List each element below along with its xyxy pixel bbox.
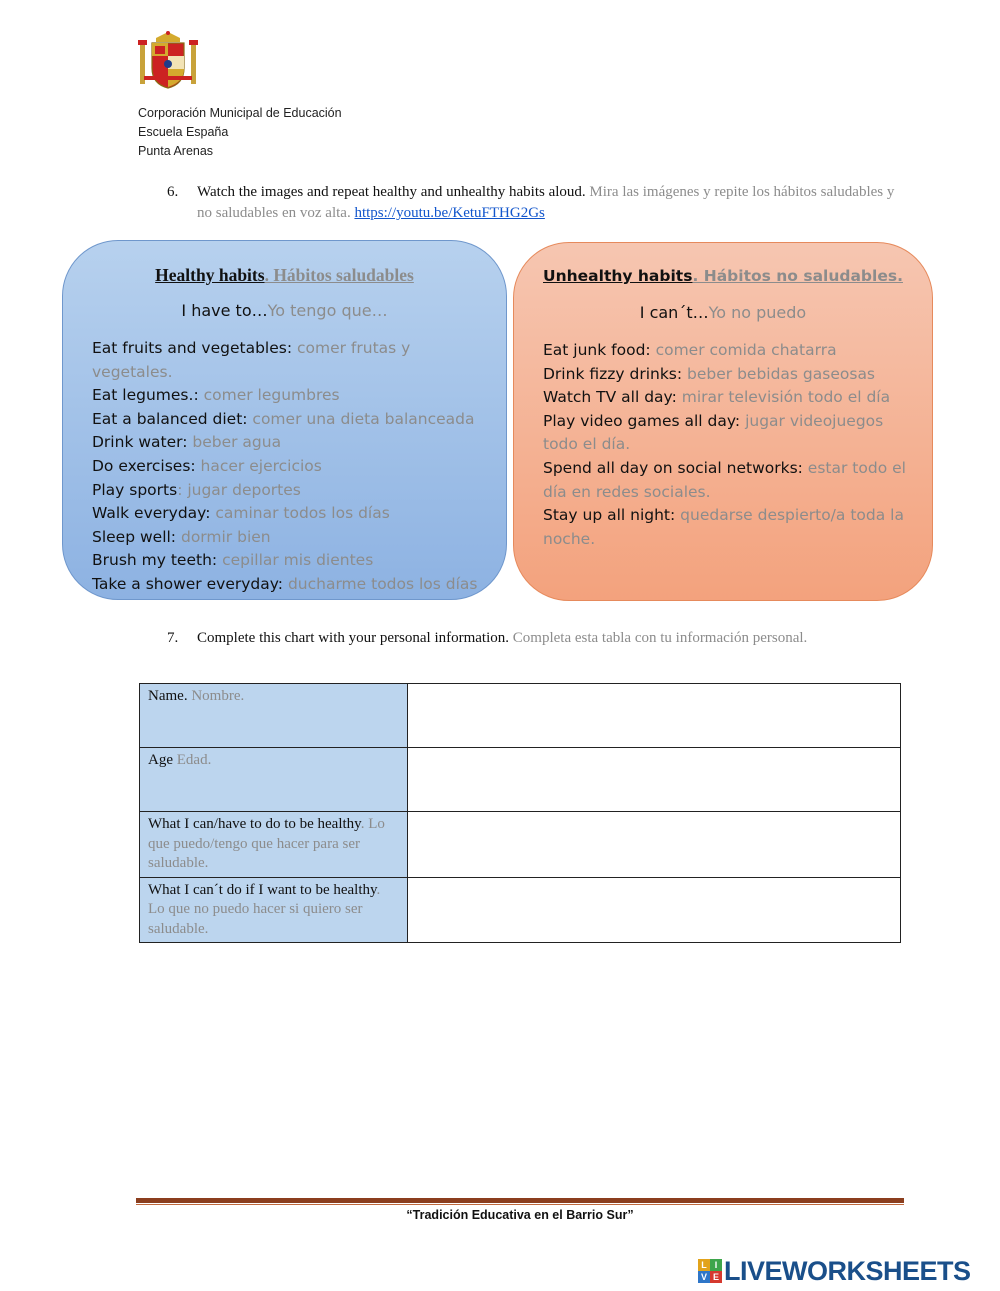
institution-name: Corporación Municipal de Educación bbox=[138, 106, 342, 120]
can-do-answer-cell[interactable] bbox=[408, 812, 901, 878]
instruction-spanish: Mira las imágenes y repite los hábitos saludables y no saludables en voz alta. bbox=[197, 184, 895, 221]
instruction-number: 6. bbox=[167, 184, 179, 200]
list-item: Watch TV all day: mirar televisión todo el día bbox=[543, 388, 891, 407]
name-label: Name. Nombre. bbox=[140, 684, 408, 748]
healthy-habits-list bbox=[92, 337, 492, 597]
instruction-spanish: Completa esta tabla con tu información personal. bbox=[512, 630, 808, 646]
can-do-label: What I can/have to do to be healthy. Lo que puedo/tengo que hacer para ser saludable. bbox=[140, 812, 408, 878]
list-item: Stay up all night: quedarse despierto/a toda la noche. bbox=[543, 506, 904, 548]
list-item: Eat junk food: comer comida chatarra bbox=[543, 341, 837, 359]
table-row bbox=[140, 812, 901, 878]
healthy-subtitle-english: I have to… bbox=[181, 301, 268, 320]
school-name: Escuela España bbox=[138, 125, 229, 139]
instruction-number: 7. bbox=[167, 630, 179, 646]
list-item: Walk everyday: caminar todos los días bbox=[92, 504, 390, 523]
list-item: Sleep well: dormir bien bbox=[92, 527, 271, 546]
coat-of-arms-icon bbox=[138, 30, 198, 92]
table-row bbox=[140, 684, 901, 748]
instruction-english: Watch the images and repeat healthy and unhealthy habits aloud. bbox=[197, 184, 586, 200]
instruction-6 bbox=[167, 182, 897, 224]
list-item: Drink fizzy drinks: beber bebidas gaseosas bbox=[543, 364, 876, 383]
age-answer-cell[interactable] bbox=[408, 748, 901, 812]
city-name: Punta Arenas bbox=[138, 144, 214, 158]
list-item: Do exercises: hacer ejercicios bbox=[92, 456, 322, 475]
healthy-subtitle-spanish: Yo tengo que… bbox=[267, 301, 388, 320]
instruction-english: Complete this chart with your personal information. bbox=[197, 630, 510, 646]
unhealthy-title bbox=[514, 267, 932, 285]
footer-divider bbox=[136, 1198, 904, 1203]
healthy-subtitle bbox=[63, 301, 506, 320]
healthy-title-spanish: . Hábitos saludables bbox=[264, 265, 414, 285]
name-answer-cell[interactable] bbox=[408, 684, 901, 748]
liveworksheets-wordmark: LIVEWORKSHEETS bbox=[724, 1255, 971, 1286]
list-item: Eat legumes.: comer legumbres bbox=[92, 386, 340, 405]
table-row bbox=[140, 877, 901, 943]
unhealthy-subtitle-english: I can´t… bbox=[639, 303, 709, 322]
video-link[interactable]: https://youtu.be/KetuFTHG2Gs bbox=[354, 205, 545, 221]
footer-divider-thin bbox=[136, 1204, 904, 1205]
list-item: Eat fruits and vegetables: comer frutas y vegetales. bbox=[92, 339, 411, 381]
age-label: Age Edad. bbox=[140, 748, 408, 812]
list-item: Brush my teeth: cepillar mis dientes bbox=[92, 551, 374, 570]
cannot-do-answer-cell[interactable] bbox=[408, 877, 901, 943]
school-motto: “Tradición Educativa en el Barrio Sur” bbox=[406, 1208, 634, 1222]
healthy-title-english: Healthy habits bbox=[155, 265, 265, 285]
table-row bbox=[140, 748, 901, 812]
list-item: Play video games all day: jugar videojuegos todo el día. bbox=[543, 411, 884, 454]
unhealthy-subtitle-spanish: Yo no puedo bbox=[708, 303, 807, 322]
unhealthy-habits-list bbox=[543, 339, 913, 551]
unhealthy-habits-box bbox=[513, 242, 933, 601]
healthy-habits-box bbox=[62, 240, 507, 600]
list-item: Take a shower everyday: ducharme todos los días bbox=[92, 574, 478, 593]
unhealthy-title-english: Unhealthy habits bbox=[543, 267, 693, 285]
liveworksheets-logo[interactable] bbox=[698, 1255, 971, 1287]
list-item: Spend all day on social networks: estar todo el día en redes sociales. bbox=[543, 458, 906, 501]
healthy-title bbox=[63, 265, 506, 286]
list-item: Eat a balanced diet: comer una dieta balanceada bbox=[92, 409, 475, 428]
list-item: Play sports: jugar deportes bbox=[92, 480, 301, 499]
cannot-do-label: What I can´t do if I want to be healthy. Lo que no puedo hacer si quiero ser saludable. bbox=[140, 877, 408, 943]
liveworksheets-mark-icon: L I V E bbox=[698, 1259, 722, 1283]
unhealthy-title-spanish: . Hábitos no saludables. bbox=[692, 267, 903, 285]
instruction-7 bbox=[167, 628, 897, 649]
list-item: Drink water: beber agua bbox=[92, 433, 282, 452]
personal-info-table bbox=[139, 683, 901, 943]
unhealthy-subtitle bbox=[514, 303, 932, 322]
